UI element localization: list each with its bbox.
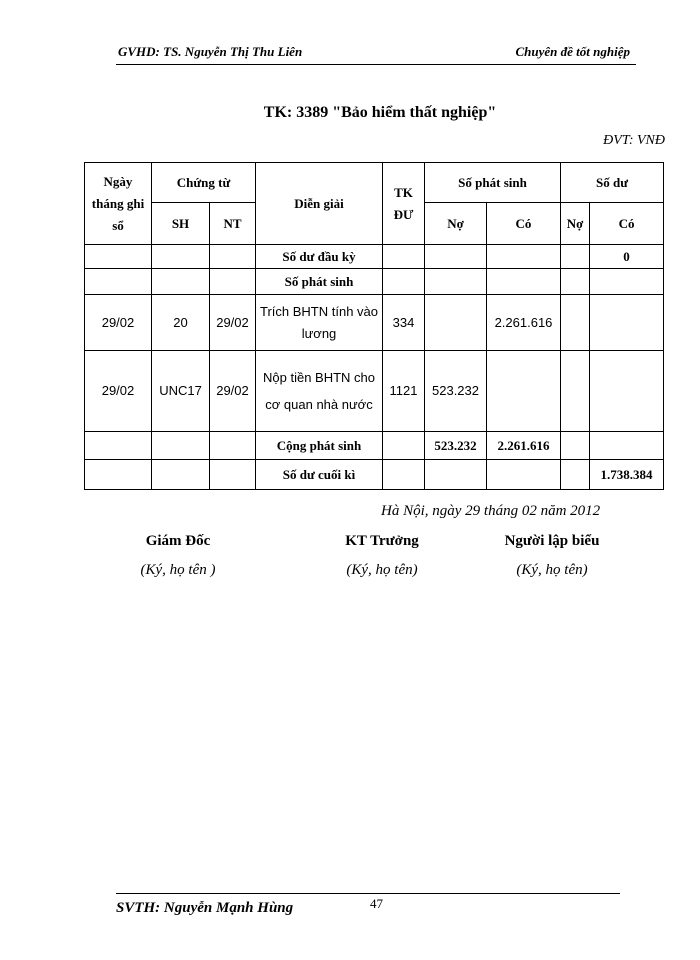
row-sh: UNC17 [152, 351, 210, 432]
signature-director-sub: (Ký, họ tên ) [140, 562, 216, 578]
header-topic: Chuyên đề tốt nghiệp [515, 44, 630, 59]
row-account: 334 [383, 295, 425, 351]
page-number: 47 [370, 896, 383, 911]
header-account: TK ĐƯ [383, 163, 425, 245]
header-sh: SH [152, 203, 210, 245]
table-row [85, 295, 664, 351]
total-debit: 523.232 [425, 432, 487, 460]
ledger-table [84, 162, 664, 490]
header-balance-credit: Có [590, 203, 664, 245]
footer-divider [116, 893, 620, 894]
signature-director [118, 533, 238, 579]
turnover-label: Số phát sinh [256, 269, 383, 295]
table-row [85, 351, 664, 432]
row-description: Nộp tiền BHTN cho cơ quan nhà nước [256, 351, 383, 432]
header-advisor: GVHD: TS. Nguyễn Thị Thu Liên [118, 44, 303, 59]
header-nt: NT [210, 203, 256, 245]
row-sh: 20 [152, 295, 210, 351]
table-row-total [85, 432, 664, 460]
row-nt: 29/02 [210, 295, 256, 351]
table-row-closing [85, 460, 664, 490]
header-date: Ngày tháng ghi sổ [85, 163, 152, 245]
header-balance-debit: Nợ [561, 203, 590, 245]
header-balance: Số dư [561, 163, 664, 203]
total-credit: 2.261.616 [487, 432, 561, 460]
signature-preparer-sub: (Ký, họ tên) [516, 562, 588, 578]
closing-label: Số dư cuối kì [256, 460, 383, 490]
row-date: 29/02 [85, 295, 152, 351]
row-date: 29/02 [85, 351, 152, 432]
page-title: TK: 3389 "Bảo hiểm thất nghiệp" [263, 104, 497, 121]
signature-director-title: Giám Đốc [145, 533, 211, 549]
opening-balance: 0 [590, 245, 664, 269]
header-description: Diễn giải [256, 163, 383, 245]
row-description: Trích BHTN tính vào lương [256, 295, 383, 351]
header-credit: Có [487, 203, 561, 245]
row-nt: 29/02 [210, 351, 256, 432]
signature-preparer [487, 533, 617, 579]
currency-unit: ĐVT: VNĐ [603, 133, 665, 148]
row-debit [425, 295, 487, 351]
header-divider [116, 64, 636, 65]
footer-student: SVTH: Nguyễn Mạnh Hùng [116, 900, 294, 916]
row-credit [487, 351, 561, 432]
signature-chief-accountant-sub: (Ký, họ tên) [346, 562, 418, 578]
header-voucher: Chứng từ [152, 163, 256, 203]
table-row-turnover-label [85, 269, 664, 295]
closing-balance: 1.738.384 [590, 460, 664, 490]
row-credit: 2.261.616 [487, 295, 561, 351]
signature-preparer-title: Người lập biểu [504, 533, 600, 549]
date-line: Hà Nội, ngày 29 tháng 02 năm 2012 [381, 503, 601, 519]
total-label: Cộng phát sinh [256, 432, 383, 460]
signature-chief-accountant [322, 533, 442, 579]
header-turnover: Số phát sinh [425, 163, 561, 203]
table-row-opening [85, 245, 664, 269]
row-account: 1121 [383, 351, 425, 432]
row-debit: 523.232 [425, 351, 487, 432]
signature-chief-accountant-title: KT Trưởng [345, 533, 419, 549]
header-debit: Nợ [425, 203, 487, 245]
opening-label: Số dư đầu kỳ [256, 245, 383, 269]
